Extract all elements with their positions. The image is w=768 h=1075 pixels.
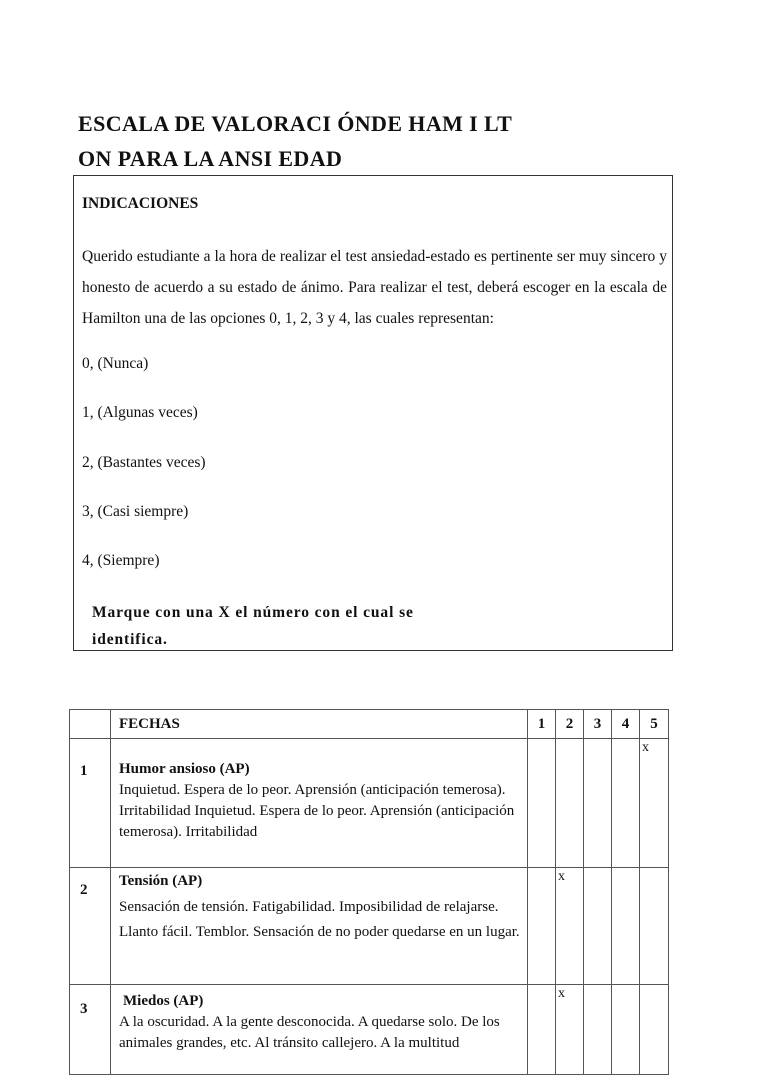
score-cell-1[interactable] — [528, 868, 556, 985]
score-cell-2[interactable] — [556, 868, 584, 985]
header-number-cell — [70, 710, 111, 739]
score-cell-5[interactable] — [640, 739, 669, 868]
header-score-5: 5 — [640, 710, 669, 739]
row-number: 3 — [70, 985, 111, 1075]
instructions-heading: INDICACIONES — [82, 195, 199, 212]
score-cell-1[interactable] — [528, 985, 556, 1075]
instructions-paragraph: Querido estudiante a la hora de realizar el test ansiedad-estado es pertinente ser muy sincero y honesto de acuerdo a su estado de ánimo. Para realizar el test, deberá escoger en la escala de Hamilton una de las opciones 0, 1, 2, 3 y 4, las cuales representan: — [82, 248, 667, 327]
option-3: 3, (Casi siempre) — [82, 503, 189, 520]
item-text: A la oscuridad. A la gente desconocida. A quedarse solo. De los animales grandes, etc. Al tránsito callejero. A la multitud — [119, 1014, 500, 1051]
item-text: Sensación de tensión. Fatigabilidad. Imposibilidad de relajarse. Llanto fácil. Temblor. Sensación de no poder quedarse en un lugar. — [119, 899, 520, 940]
score-cell-5[interactable] — [640, 985, 669, 1075]
score-cell-5[interactable] — [640, 868, 669, 985]
item-title: Humor ansioso (AP) — [119, 761, 250, 777]
table-row — [70, 868, 669, 985]
table-header-row — [70, 710, 669, 739]
option-0: 0, (Nunca) — [82, 355, 149, 372]
row-number: 2 — [70, 868, 111, 985]
score-mark: x — [558, 869, 565, 884]
score-cell-1[interactable] — [528, 739, 556, 868]
row-description — [111, 985, 528, 1075]
score-cell-2[interactable] — [556, 985, 584, 1075]
score-cell-4[interactable] — [612, 739, 640, 868]
option-2: 2, (Bastantes veces) — [82, 454, 206, 471]
score-mark: x — [558, 986, 565, 1001]
item-text: Inquietud. Espera de lo peor. Aprensión (anticipación temerosa). Irritabilidad Inquietud. Espera de lo peor. Aprensión (anticipación temerosa). Irritabilidad — [119, 782, 515, 840]
item-title: Miedos (AP) — [123, 993, 204, 1009]
title-line-1: ESCALA DE VALORACI ÓNDE HAM I LT — [78, 111, 513, 136]
score-cell-3[interactable] — [584, 739, 612, 868]
option-1: 1, (Algunas veces) — [82, 404, 198, 421]
instructions-closing: Marque con una X el número con el cual se identifica. — [92, 604, 414, 648]
score-cell-2[interactable] — [556, 739, 584, 868]
header-score-4: 4 — [612, 710, 640, 739]
header-score-3: 3 — [584, 710, 612, 739]
score-cell-3[interactable] — [584, 985, 612, 1075]
row-description — [111, 868, 528, 985]
header-fechas: FECHAS — [111, 710, 528, 739]
document-title — [78, 106, 638, 176]
score-cell-3[interactable] — [584, 868, 612, 985]
table-row — [70, 739, 669, 868]
row-description — [111, 739, 528, 868]
score-mark: x — [642, 740, 649, 755]
title-line-2: ON PARA LA ANSI EDAD — [78, 146, 343, 171]
item-title: Tensión (AP) — [119, 873, 203, 889]
table-row — [70, 985, 669, 1075]
header-score-2: 2 — [556, 710, 584, 739]
option-4: 4, (Siempre) — [82, 552, 160, 569]
header-score-1: 1 — [528, 710, 556, 739]
hamilton-table — [69, 709, 669, 1075]
score-cell-4[interactable] — [612, 985, 640, 1075]
score-cell-4[interactable] — [612, 868, 640, 985]
instructions-box — [73, 175, 673, 651]
row-number: 1 — [70, 739, 111, 868]
